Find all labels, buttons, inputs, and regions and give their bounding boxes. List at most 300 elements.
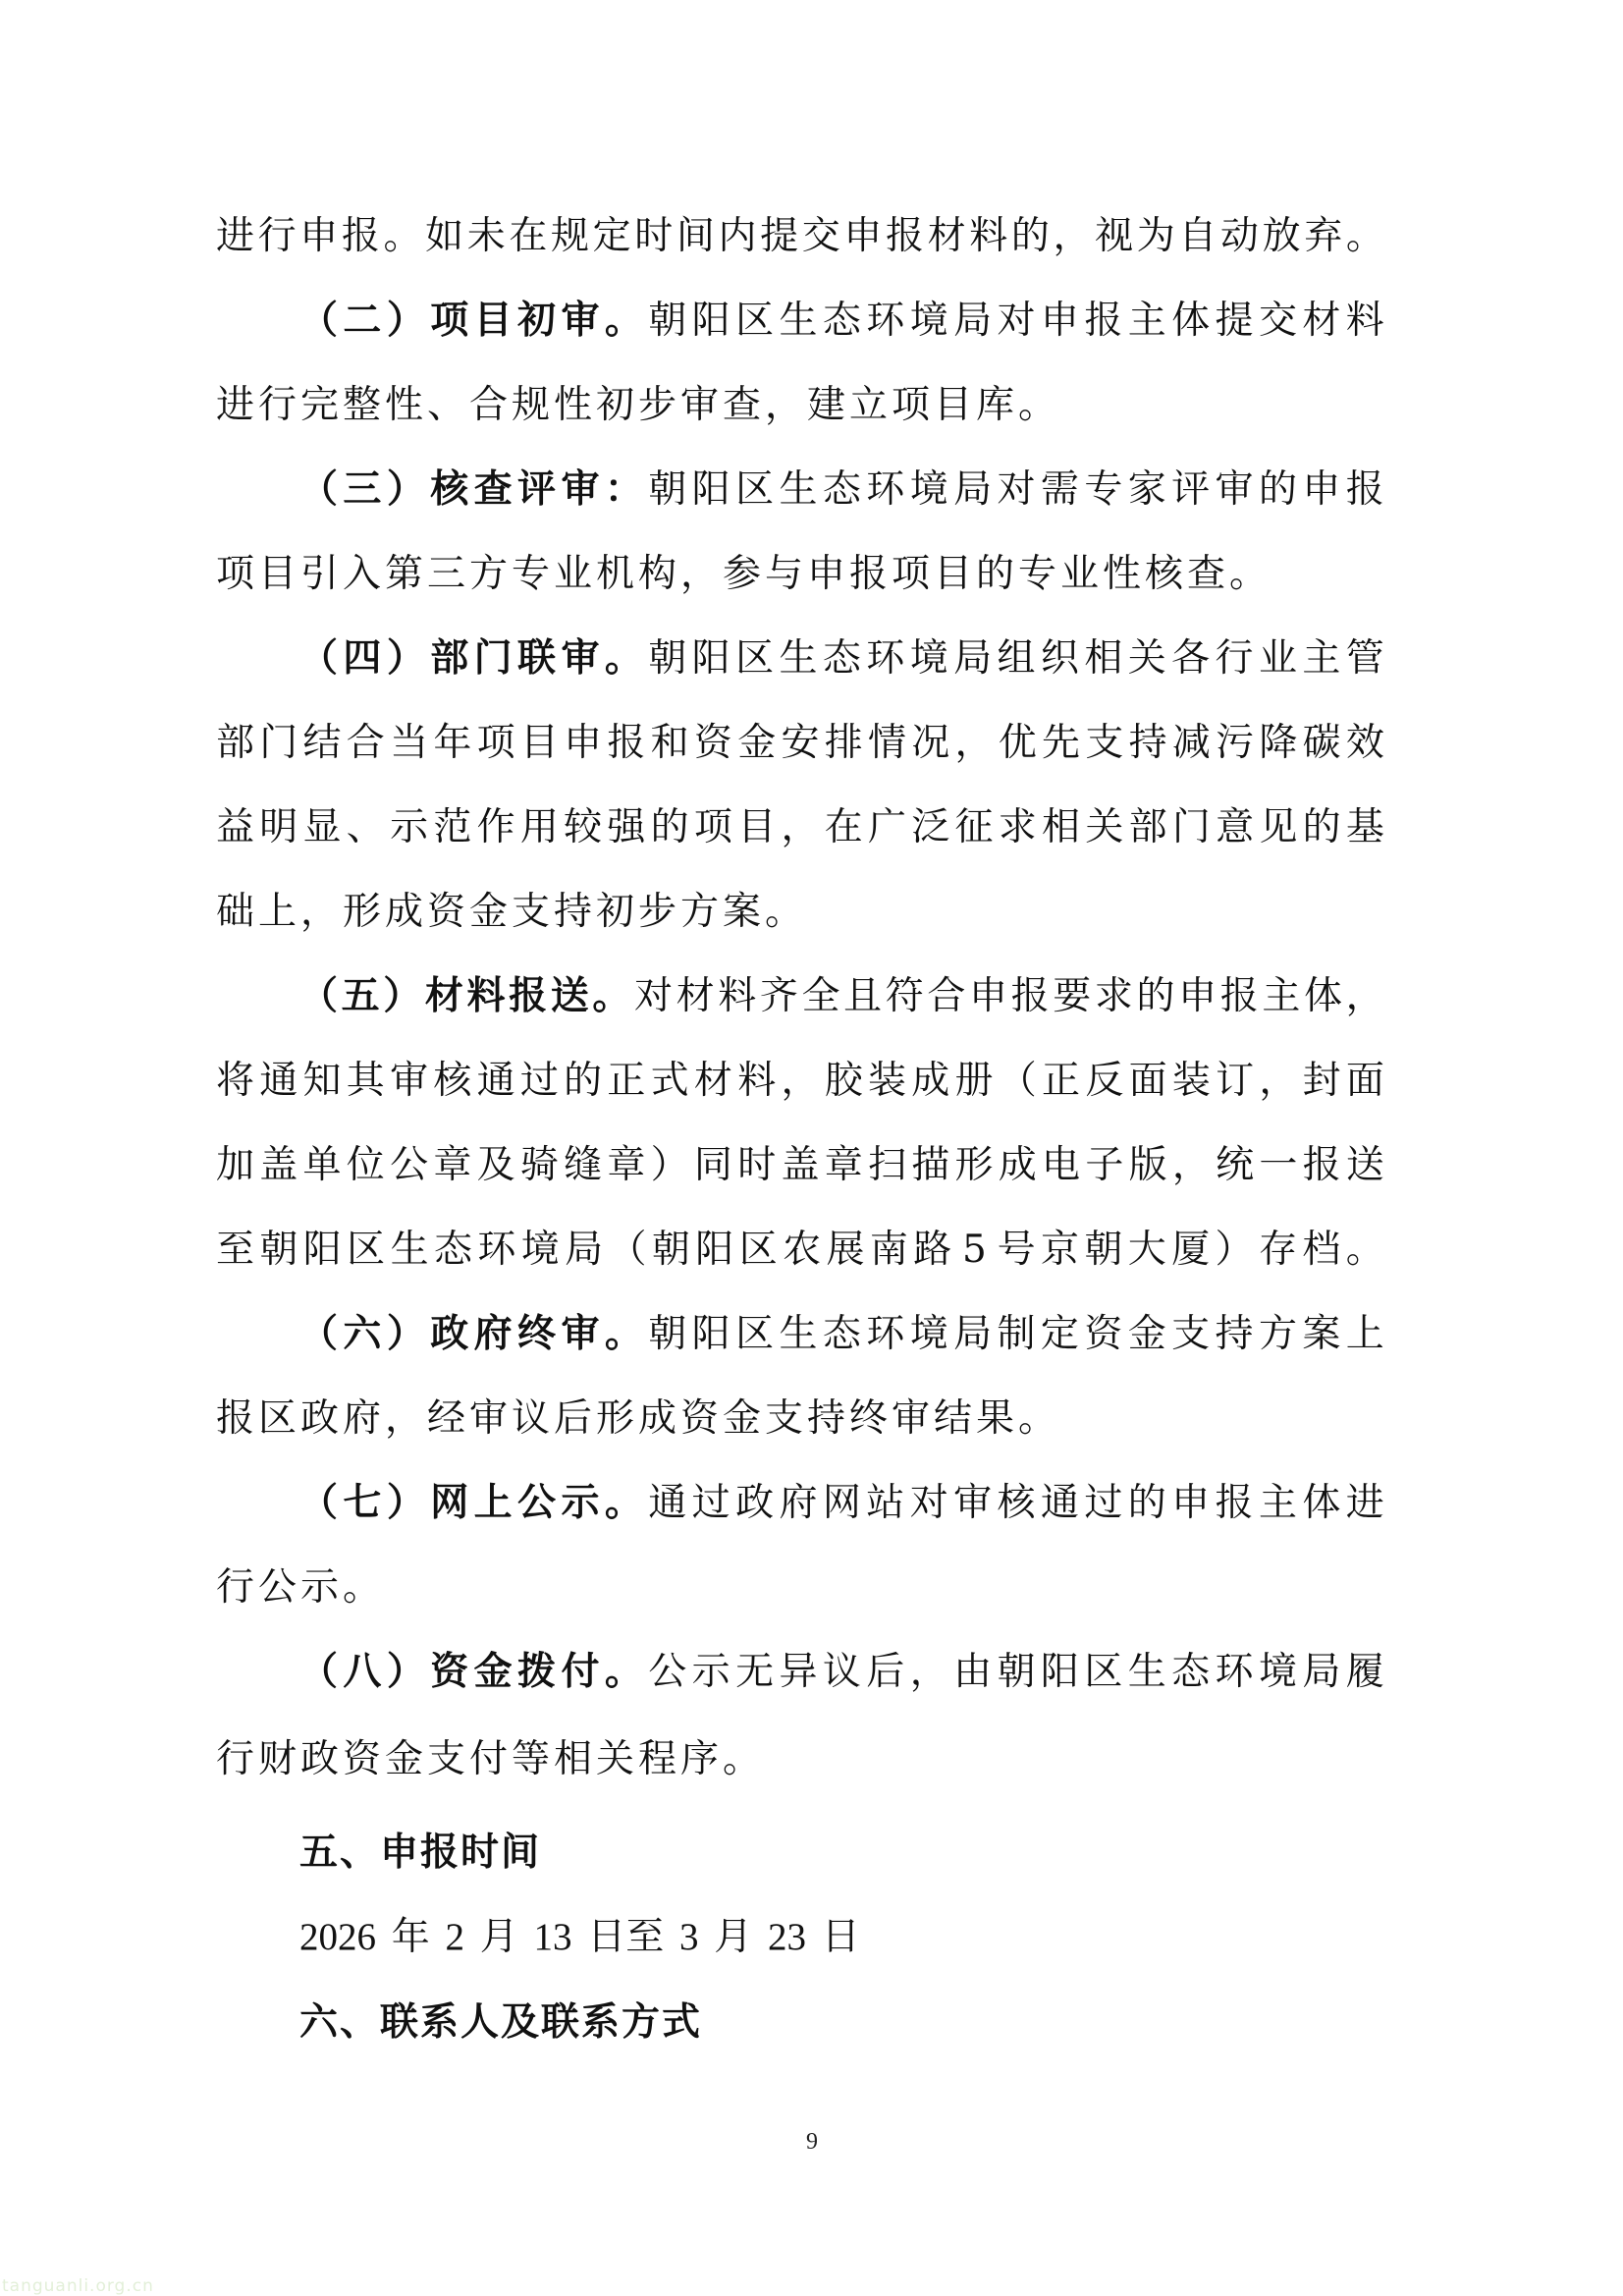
paragraph-line (299, 292, 1384, 351)
glyph: 材 (927, 214, 966, 258)
glyph: 齐 (759, 974, 798, 1018)
glyph: 终 (517, 1312, 557, 1356)
glyph: 环 (866, 636, 905, 681)
glyph: 公 (517, 1481, 557, 1525)
glyph: 通 (648, 1481, 687, 1525)
glyph: 如 (425, 214, 464, 258)
glyph: 二 (343, 299, 382, 343)
glyph: 申 (969, 974, 1008, 1018)
glyph: 评 (1171, 467, 1211, 512)
glyph: 求 (998, 805, 1037, 849)
glyph: 的 (564, 1059, 603, 1103)
glyph: 境 (909, 467, 948, 512)
glyph: 年 (433, 721, 472, 765)
glyph: 和 (650, 721, 689, 765)
glyph: 方 (1258, 1312, 1297, 1356)
glyph: 阳 (302, 1228, 342, 1272)
glyph: 至 (216, 1228, 255, 1272)
glyph: 主 (1127, 299, 1166, 343)
glyph: 料 (969, 214, 1008, 258)
glyph: 大 (1127, 1228, 1166, 1272)
glyph: 其 (346, 1059, 385, 1103)
glyph: 展 (826, 1228, 865, 1272)
glyph: 优 (998, 721, 1037, 765)
glyph: 内 (718, 214, 757, 258)
glyph: 形 (954, 1143, 994, 1187)
glyph: 档 (1302, 1228, 1341, 1272)
glyph: 核 (433, 1059, 472, 1103)
glyph: ， (1171, 1143, 1211, 1187)
glyph: （ (299, 1650, 339, 1694)
glyph: ， (781, 805, 820, 849)
glyph: 阳 (691, 636, 730, 681)
glyph: 金 (1127, 1312, 1166, 1356)
glyph: 审 (561, 1312, 600, 1356)
glyph: 册 (954, 1059, 994, 1103)
glyph: 对 (997, 467, 1036, 512)
glyph: 。 (1345, 214, 1384, 258)
glyph: 上 (473, 1481, 513, 1525)
paragraph-line (299, 1643, 1384, 1702)
glyph: 情 (867, 721, 906, 765)
glyph: 加 (216, 1143, 255, 1187)
glyph: 主 (1302, 636, 1341, 681)
paragraph-line (216, 1052, 1384, 1111)
glyph: 局 (953, 1312, 993, 1356)
glyph: 规 (551, 214, 590, 258)
glyph: 骑 (519, 1143, 559, 1187)
glyph: 目 (519, 721, 559, 765)
glyph: 态 (822, 467, 861, 512)
glyph: 局 (953, 467, 993, 512)
glyph: 送 (550, 974, 589, 1018)
glyph: （ (299, 1481, 339, 1525)
glyph: 报 (1010, 974, 1050, 1018)
glyph: 的 (1127, 1481, 1166, 1525)
glyph: 减 (1171, 721, 1211, 765)
glyph: 境 (909, 636, 948, 681)
glyph: 局 (565, 1228, 604, 1272)
glyph: 成 (911, 1059, 950, 1103)
glyph: 的 (1302, 805, 1341, 849)
glyph: ） (386, 467, 425, 512)
glyph: 材 (424, 974, 463, 1018)
glyph: 审 (561, 467, 600, 512)
glyph: 定 (1040, 1312, 1079, 1356)
glyph: 六 (343, 1312, 382, 1356)
body-text: 础上，形成资金支持初步方案。 (216, 890, 808, 934)
glyph: 料 (737, 1059, 777, 1103)
glyph: 示 (390, 805, 429, 849)
glyph: 。 (383, 214, 422, 258)
glyph: 政 (735, 1481, 775, 1525)
glyph: 胶 (824, 1059, 863, 1103)
glyph: 交 (1258, 299, 1297, 343)
paragraph-line (216, 1558, 1384, 1617)
glyph: 体 (1171, 299, 1211, 343)
glyph: 式 (650, 1059, 689, 1103)
glyph: ） (386, 299, 425, 343)
glyph: 境 (520, 1228, 560, 1272)
glyph: （ (299, 974, 339, 1018)
glyph: 后 (866, 1650, 905, 1694)
glyph: 知 (302, 1059, 342, 1103)
glyph: 区 (735, 636, 775, 681)
glyph: （ (299, 467, 339, 512)
glyph: 效 (1345, 721, 1384, 765)
glyph: 局 (953, 636, 993, 681)
glyph: 农 (783, 1228, 822, 1272)
glyph: 三 (343, 467, 382, 512)
glyph: 审 (953, 1481, 993, 1525)
glyph: 业 (1258, 636, 1297, 681)
glyph: 子 (1085, 1143, 1124, 1187)
glyph: 申 (843, 214, 883, 258)
glyph: 存 (1258, 1228, 1297, 1272)
glyph: 章 (607, 1143, 646, 1187)
glyph: 泛 (911, 805, 950, 849)
glyph: 目 (473, 299, 513, 343)
glyph: 八 (343, 1650, 382, 1694)
glyph: 相 (1084, 636, 1123, 681)
glyph: 为 (1136, 214, 1175, 258)
glyph: 章 (824, 1143, 863, 1187)
glyph: 成 (998, 1143, 1037, 1187)
glyph: 审 (561, 299, 600, 343)
glyph: 资 (1084, 1312, 1123, 1356)
glyph: 局 (1302, 1650, 1341, 1694)
glyph: 通 (476, 1059, 515, 1103)
glyph: ， (1259, 1059, 1298, 1103)
glyph: 作 (476, 805, 515, 849)
glyph: 生 (1127, 1650, 1166, 1694)
glyph: 阳 (691, 299, 730, 343)
glyph: 缝 (564, 1143, 603, 1187)
glyph: 报 (1302, 1143, 1341, 1187)
glyph: 七 (343, 1481, 382, 1525)
glyph: 主 (1262, 974, 1301, 1018)
glyph: 态 (822, 636, 861, 681)
glyph: 的 (1258, 467, 1297, 512)
glyph: 环 (866, 299, 905, 343)
glyph: 较 (564, 805, 603, 849)
glyph: 境 (909, 299, 948, 343)
glyph: 报 (1084, 299, 1123, 343)
glyph: 全 (801, 974, 840, 1018)
glyph: 碳 (1302, 721, 1341, 765)
glyph: 核 (430, 467, 469, 512)
glyph: 的 (1010, 214, 1050, 258)
glyph: ， (781, 1059, 820, 1103)
glyph: 态 (433, 1228, 472, 1272)
glyph: 报 (1219, 974, 1259, 1018)
glyph: ） (386, 1650, 425, 1694)
section-title-shenbao-shijian: 五、申报时间 (299, 1831, 542, 1875)
glyph: 结 (302, 721, 342, 765)
glyph: 区 (347, 1228, 386, 1272)
glyph: 评 (517, 467, 557, 512)
glyph: 示 (691, 1650, 730, 1694)
glyph: 部 (216, 721, 255, 765)
glyph: 环 (1215, 1650, 1254, 1694)
glyph: 主 (1258, 1481, 1297, 1525)
glyph: 报 (509, 974, 548, 1018)
glyph: 境 (1258, 1650, 1297, 1694)
glyph: 扫 (867, 1143, 906, 1187)
glyph: 审 (561, 636, 600, 681)
glyph: 订 (1216, 1059, 1255, 1103)
glyph: ） (386, 1312, 425, 1356)
glyph: 见 (1259, 805, 1298, 849)
glyph: 。 (604, 1312, 643, 1356)
glyph: 金 (473, 1650, 513, 1694)
glyph: 交 (801, 214, 840, 258)
glyph: 提 (1215, 299, 1254, 343)
glyph: 路 (913, 1228, 952, 1272)
glyph: 对 (634, 974, 674, 1018)
glyph: 公 (390, 1143, 429, 1187)
paragraph-line (299, 461, 1384, 519)
glyph: 目 (737, 805, 777, 849)
glyph: 料 (1345, 299, 1384, 343)
glyph: 专 (1084, 467, 1123, 512)
glyph: 态 (1171, 1650, 1211, 1694)
paragraph-line (216, 883, 1384, 942)
glyph: 持 (1128, 721, 1167, 765)
glyph: 将 (216, 1059, 255, 1103)
glyph: 进 (1345, 1481, 1384, 1525)
paragraph-line (216, 1390, 1384, 1449)
glyph: 。 (604, 299, 643, 343)
glyph: ， (1053, 214, 1092, 258)
paragraph-line (216, 798, 1384, 857)
glyph: 环 (866, 1312, 905, 1356)
glyph: 资 (693, 721, 732, 765)
glyph: 申 (564, 721, 603, 765)
glyph: 部 (430, 636, 469, 681)
glyph: 报 (341, 214, 380, 258)
glyph: 的 (650, 805, 689, 849)
glyph: 料 (718, 974, 757, 1018)
glyph: 资 (430, 1650, 469, 1694)
glyph: 五 (341, 974, 380, 1018)
glyph: ） (386, 636, 425, 681)
glyph: 上 (1345, 1312, 1384, 1356)
glyph: 在 (509, 214, 548, 258)
glyph: 体 (1302, 1481, 1341, 1525)
glyph: 申 (1171, 1481, 1211, 1525)
glyph: 朝 (259, 1228, 298, 1272)
glyph: ） (386, 1481, 425, 1525)
glyph: 安 (781, 721, 820, 765)
glyph: 。 (604, 1481, 643, 1525)
glyph: 时 (634, 214, 674, 258)
glyph: 生 (779, 467, 818, 512)
glyph: 及 (476, 1143, 515, 1187)
glyph: 朝 (648, 636, 687, 681)
glyph: ， (1345, 974, 1384, 1018)
glyph: 核 (997, 1481, 1036, 1525)
glyph: 益 (216, 805, 255, 849)
glyph: 明 (259, 805, 298, 849)
glyph: 料 (466, 974, 506, 1018)
glyph: 材 (693, 1059, 732, 1103)
glyph: 行 (1215, 636, 1254, 681)
paragraph-line (216, 545, 1384, 604)
glyph: 环 (477, 1228, 516, 1272)
glyph: 。 (604, 1650, 643, 1694)
glyph: 用 (519, 805, 559, 849)
glyph: 案 (1302, 1312, 1341, 1356)
glyph: 金 (737, 721, 777, 765)
glyph: 履 (1345, 1650, 1384, 1694)
application-period-text: 2026 年 2 月 13 日至 3 月 23 日 (299, 1916, 860, 1958)
glyph: 位 (346, 1143, 385, 1187)
glyph: 进 (216, 214, 255, 258)
glyph: 反 (1085, 1059, 1124, 1103)
glyph: 报 (886, 214, 925, 258)
glyph: 初 (517, 299, 557, 343)
glyph: 面 (1128, 1059, 1167, 1103)
glyph: 先 (1042, 721, 1081, 765)
paragraph-line (299, 1305, 1384, 1364)
glyph: ： (604, 467, 643, 512)
glyph: 未 (466, 214, 506, 258)
body-text: 行公示。 (216, 1565, 386, 1610)
glyph: 公 (648, 1650, 687, 1694)
glyph: 送 (1345, 1143, 1384, 1187)
glyph: 装 (867, 1059, 906, 1103)
paragraph-line (299, 1474, 1384, 1533)
glyph: 污 (1216, 721, 1255, 765)
glyph: 装 (1171, 1059, 1211, 1103)
glyph: 网 (822, 1481, 861, 1525)
paragraph-line (299, 967, 1384, 1026)
glyph: 态 (822, 299, 861, 343)
glyph: （ (998, 1059, 1037, 1103)
glyph: 符 (885, 974, 924, 1018)
glyph: 区 (738, 1228, 778, 1272)
glyph: 正 (1042, 1059, 1081, 1103)
glyph: 厦 (1171, 1228, 1211, 1272)
glyph: 审 (390, 1059, 429, 1103)
glyph: 局 (953, 299, 993, 343)
glyph: 时 (737, 1143, 777, 1187)
glyph: 描 (911, 1143, 950, 1187)
glyph: 单 (302, 1143, 342, 1187)
glyph: 无 (735, 1650, 775, 1694)
body-text: 报区政府，经审议后形成资金支持终审结果。 (216, 1396, 1061, 1441)
watermark: tanguanli.org.cn (2, 2276, 154, 2296)
glyph: 排 (824, 721, 863, 765)
glyph: 相 (1042, 805, 1081, 849)
glyph: ） (650, 1143, 689, 1187)
glyph: 一 (1259, 1143, 1298, 1187)
glyph: 显 (302, 805, 342, 849)
glyph: 通 (1040, 1481, 1079, 1525)
paragraph-line (216, 714, 1384, 773)
glyph: 过 (691, 1481, 730, 1525)
glyph: 门 (473, 636, 513, 681)
glyph: 放 (1262, 214, 1301, 258)
glyph: 章 (433, 1143, 472, 1187)
glyph: 管 (1345, 636, 1384, 681)
glyph: 间 (676, 214, 715, 258)
glyph: 。 (604, 636, 643, 681)
glyph: 材 (676, 974, 715, 1018)
glyph: 朝 (1084, 1228, 1123, 1272)
glyph: 区 (1084, 1650, 1123, 1694)
glyph: （ (608, 1228, 647, 1272)
glyph: 定 (592, 214, 631, 258)
glyph: 弃 (1304, 214, 1343, 258)
glyph: 视 (1095, 214, 1134, 258)
glyph: 组 (997, 636, 1036, 681)
glyph: 通 (259, 1059, 298, 1103)
glyph: 广 (867, 805, 906, 849)
glyph: 示 (561, 1481, 600, 1525)
glyph: 对 (909, 1481, 948, 1525)
glyph: 阳 (695, 1228, 734, 1272)
glyph: 拨 (517, 1650, 557, 1694)
glyph: 项 (430, 299, 469, 343)
glyph: 议 (822, 1650, 861, 1694)
glyph: ， (909, 1650, 948, 1694)
glyph: 况 (911, 721, 950, 765)
glyph: 基 (1345, 805, 1384, 849)
glyph: 联 (517, 636, 557, 681)
glyph: 阳 (691, 1312, 730, 1356)
glyph: 朝 (648, 1312, 687, 1356)
glyph: 同 (693, 1143, 732, 1187)
glyph: 在 (824, 805, 863, 849)
glyph: 查 (473, 467, 513, 512)
paragraph-line (299, 629, 1384, 688)
glyph: （ (299, 636, 339, 681)
paragraph-line (216, 1136, 1384, 1195)
glyph: 态 (822, 1312, 861, 1356)
glyph: 要 (1053, 974, 1092, 1018)
glyph: 各 (1171, 636, 1211, 681)
glyph: 区 (735, 467, 775, 512)
glyph: （ (299, 1312, 339, 1356)
glyph: 的 (1136, 974, 1175, 1018)
glyph: 正 (607, 1059, 646, 1103)
glyph: 朝 (648, 299, 687, 343)
glyph: 盖 (259, 1143, 298, 1187)
glyph: 生 (779, 636, 818, 681)
glyph: 盖 (781, 1143, 820, 1187)
glyph: 范 (433, 805, 472, 849)
glyph: 降 (1259, 721, 1298, 765)
glyph: 意 (1216, 805, 1255, 849)
glyph: 申 (1302, 467, 1341, 512)
glyph: 过 (1084, 1481, 1123, 1525)
body-text: 行财政资金支付等相关程序。 (216, 1737, 766, 1781)
glyph: 部 (1128, 805, 1167, 849)
glyph: 体 (1304, 974, 1343, 1018)
glyph: 阳 (691, 467, 730, 512)
glyph: 号 (997, 1228, 1036, 1272)
glyph: 付 (561, 1650, 600, 1694)
glyph: 征 (954, 805, 994, 849)
glyph: 织 (1040, 636, 1079, 681)
glyph: 报 (1345, 467, 1384, 512)
glyph: 合 (346, 721, 385, 765)
glyph: 阳 (1040, 1650, 1079, 1694)
glyph: 报 (1215, 1481, 1254, 1525)
glyph: 合 (927, 974, 966, 1018)
